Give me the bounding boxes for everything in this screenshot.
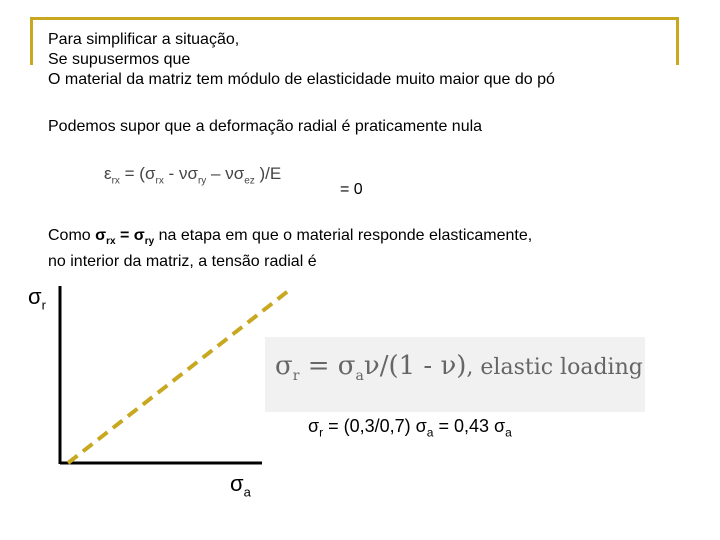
result-s1-sub: r [319,425,324,440]
strain-s2: σ [187,164,198,183]
formula-text [275,351,643,384]
result-equation [308,416,512,440]
result-s1: σ [308,416,320,436]
strain-tail: )/E [254,164,282,183]
sigma-desc-s1-sub: rx [106,236,116,248]
strain-nu2: ν [225,164,234,183]
strain-s1: σ [144,164,156,183]
intro-line-3: O material da matriz tem módulo de elasticidade muito maior que do pó [48,71,555,88]
strain-nu1: ν [178,164,188,183]
intro-line-2: Se supusermos que [48,51,191,68]
sigma-desc-s2-sub: ry [144,236,155,248]
sigma-desc-line-2: no interior da matriz, a tensão radial é [48,253,317,271]
sigma-desc-pre: Como [48,227,96,244]
strain-s3: σ [233,164,245,183]
formula-caption: , elastic loading [466,355,643,380]
y-axis-symbol: σ [28,284,42,309]
x-axis-sub: a [243,484,251,500]
elastic-loading-formula-image [265,337,645,412]
strain-minus1: - [163,164,179,183]
assumption-text: Podemos supor que a deformação radial é praticamente nula [48,118,483,135]
elastic-loading-dashed-line [68,288,292,463]
intro-line-1: Para simplificar a situação, [48,31,240,48]
result-s3-sub: a [505,425,512,440]
strain-eps-sub: rx [111,175,120,187]
result-s3: σ [494,416,506,436]
x-axis-label [230,472,251,504]
y-axis-sub: r [41,297,46,313]
formula-rhs-sub: a [355,368,364,385]
sigma-desc-eq: = [115,227,134,244]
sigma-desc-s2: σ [133,227,145,244]
formula-eq: = [299,351,338,381]
strain-minus2: – [206,164,226,183]
strain-s1-sub: rx [155,175,164,187]
formula-tail: ν/(1 - ν) [363,351,467,381]
formula-lhs: σ [275,351,293,381]
strain-s3-sub: ez [244,175,255,187]
equals-zero: = 0 [340,181,363,198]
formula-lhs-sub: r [292,368,300,385]
result-mid2: = 0,43 [433,416,495,436]
sigma-desc-post: na etapa em que o material responde elasticamente, [154,227,533,244]
result-s2-sub: a [426,425,434,440]
formula-rhs: σ [337,351,356,381]
x-axis-symbol: σ [230,471,244,496]
strain-eq: = ( [119,164,145,183]
strain-eps: ε [104,164,112,183]
strain-s2-sub: ry [197,175,207,187]
result-mid: = (0,3/0,7) [323,416,416,436]
sigma-desc-s1: σ [95,227,107,244]
result-s2: σ [415,416,427,436]
y-axis-label [28,285,46,317]
